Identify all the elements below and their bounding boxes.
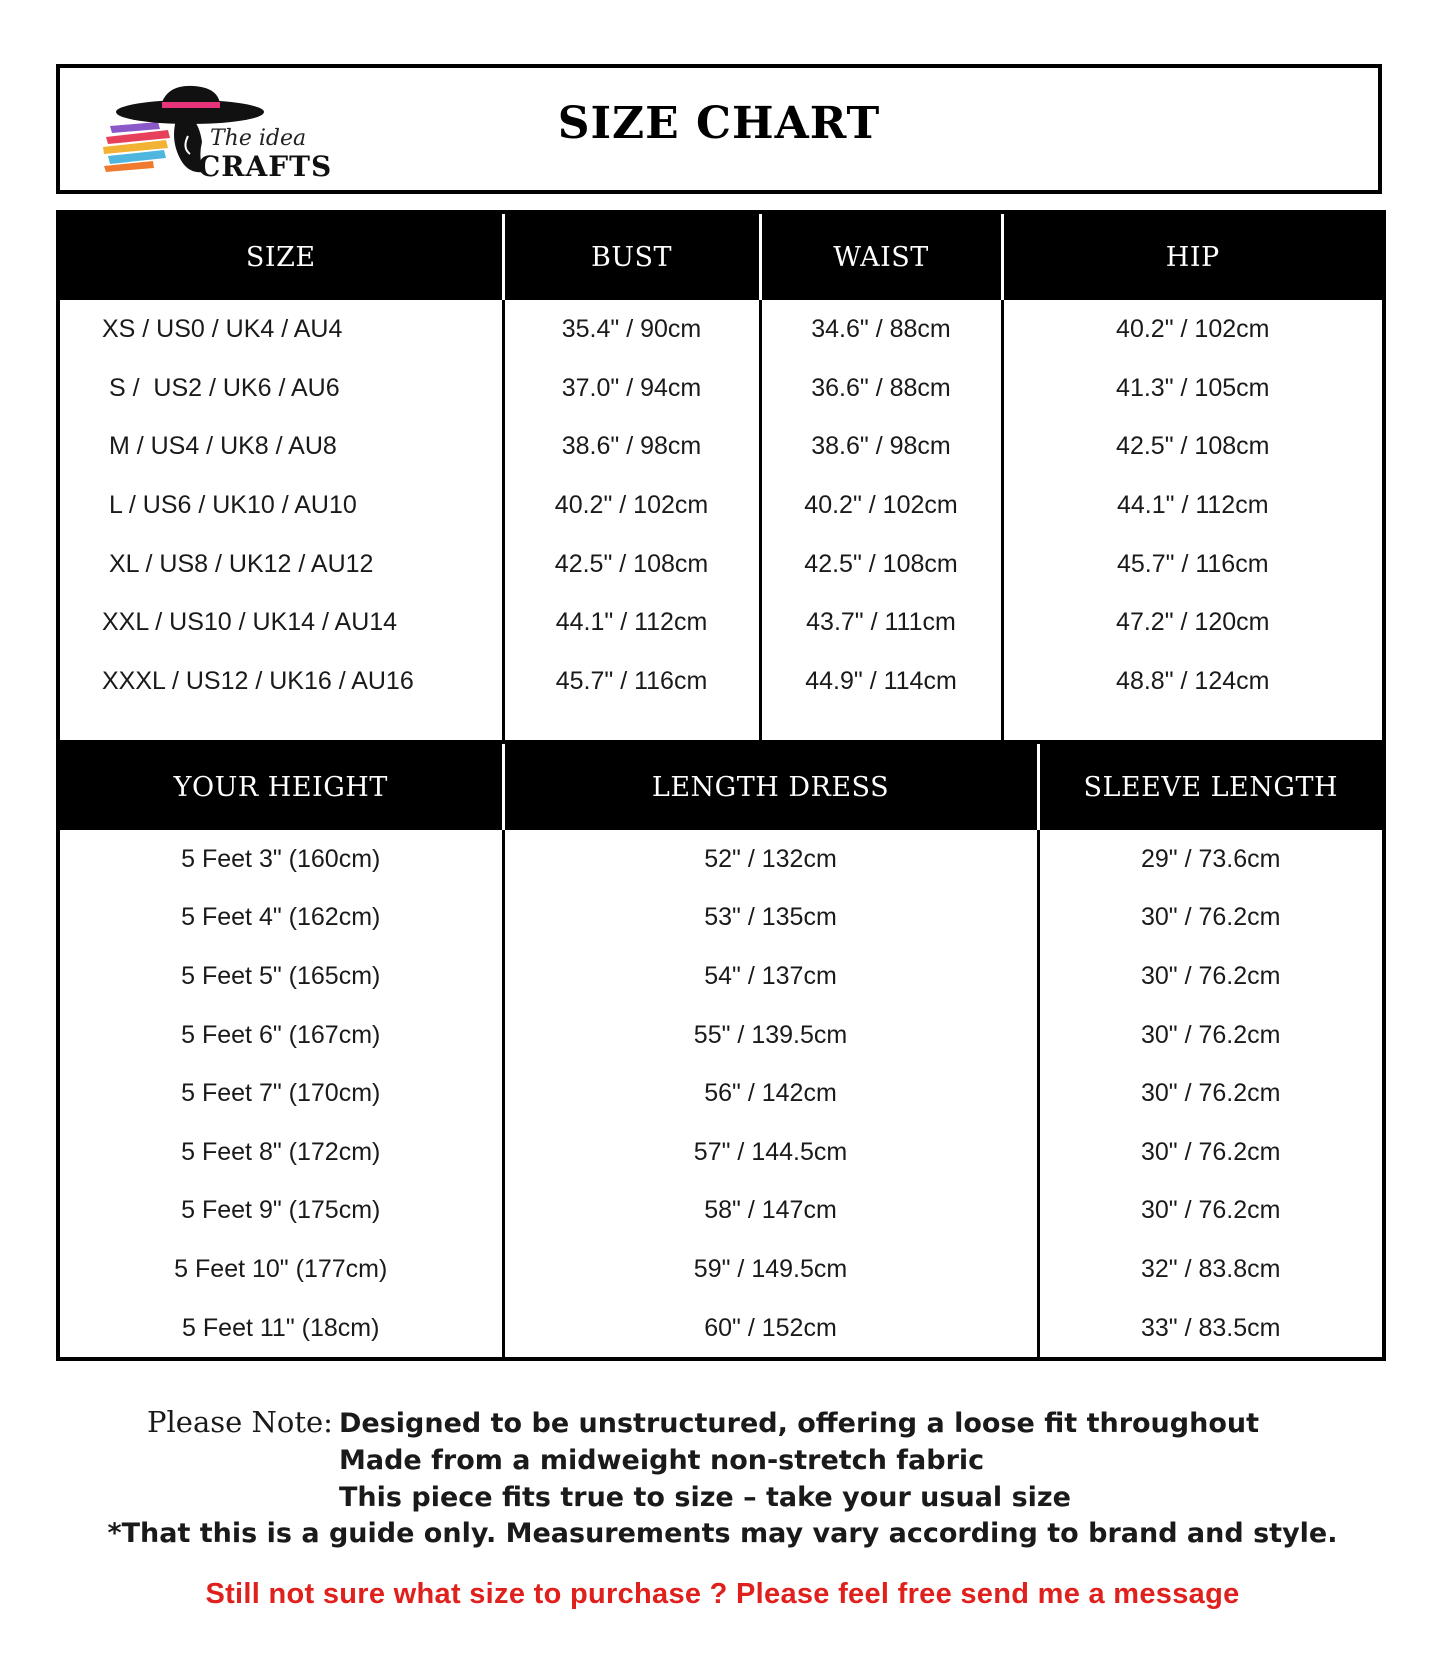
bust-cell: 37.0" / 94cm (503, 359, 760, 418)
height-cell: 5 Feet 9" (175cm) (181, 1196, 381, 1225)
bust-cell: 44.1" / 112cm (503, 593, 760, 652)
size-cell: M / US4 / UK8 / AU8 (102, 432, 337, 461)
size-table (56, 210, 1386, 753)
table-row (58, 947, 1384, 1006)
bust-cell: 45.7" / 116cm (503, 652, 760, 711)
length-cell: 53" / 135cm (503, 889, 1038, 948)
bust-cell: 35.4" / 90cm (503, 300, 760, 359)
size-cell: XXL / US10 / UK14 / AU14 (102, 608, 398, 637)
table-row (58, 476, 1384, 535)
size-cell: S / US2 / UK6 / AU6 (102, 373, 340, 402)
hip-cell: 40.2" / 102cm (1002, 300, 1384, 359)
table-row (58, 417, 1384, 476)
length-cell: 58" / 147cm (503, 1182, 1038, 1241)
hip-cell: 47.2" / 120cm (1002, 593, 1384, 652)
hip-cell: 41.3" / 105cm (1002, 359, 1384, 418)
sleeve-cell: 32" / 83.8cm (1038, 1240, 1384, 1299)
sleeve-cell: 30" / 76.2cm (1038, 1182, 1384, 1241)
bust-cell: 38.6" / 98cm (503, 417, 760, 476)
waist-cell: 38.6" / 98cm (760, 417, 1002, 476)
sleeve-cell: 29" / 73.6cm (1038, 830, 1384, 889)
contact-cta: Still not sure what size to purchase ? Please feel free send me a message (205, 1578, 1240, 1610)
logo-text-line1: The idea (210, 126, 307, 151)
height-cell: 5 Feet 8" (172cm) (181, 1137, 381, 1166)
table-row (58, 1064, 1384, 1123)
waist-cell: 43.7" / 111cm (760, 593, 1002, 652)
col-header-height: YOUR HEIGHT (58, 742, 503, 830)
sleeve-cell: 30" / 76.2cm (1038, 889, 1384, 948)
size-cell: XL / US8 / UK12 / AU12 (102, 549, 374, 578)
height-cell: 5 Feet 7" (170cm) (181, 1079, 381, 1108)
col-header-size: SIZE (58, 212, 503, 300)
sleeve-cell: 33" / 83.5cm (1038, 1299, 1384, 1360)
note-lines (339, 1405, 1259, 1516)
height-cell: 5 Feet 10" (177cm) (174, 1254, 388, 1283)
page-title: SIZE CHART (557, 98, 881, 149)
waist-cell: 34.6" / 88cm (760, 300, 1002, 359)
height-cell: 5 Feet 6" (167cm) (181, 1020, 381, 1049)
hip-cell: 44.1" / 112cm (1002, 476, 1384, 535)
waist-cell: 40.2" / 102cm (760, 476, 1002, 535)
hip-cell: 48.8" / 124cm (1002, 652, 1384, 711)
waist-cell: 42.5" / 108cm (760, 535, 1002, 594)
note-line: Made from a midweight non-stretch fabric (339, 1445, 985, 1476)
height-cell: 5 Feet 3" (160cm) (181, 844, 381, 873)
table-row (58, 593, 1384, 652)
table-row (58, 1240, 1384, 1299)
height-cell: 5 Feet 5" (165cm) (181, 961, 381, 990)
table-row (58, 652, 1384, 711)
height-cell: 5 Feet 11" (18cm) (182, 1313, 380, 1342)
length-table-header (58, 742, 1384, 830)
sleeve-cell: 30" / 76.2cm (1038, 1064, 1384, 1123)
bust-cell: 42.5" / 108cm (503, 535, 760, 594)
height-cell: 5 Feet 4" (162cm) (181, 903, 381, 932)
length-cell: 52" / 132cm (503, 830, 1038, 889)
bust-cell: 40.2" / 102cm (503, 476, 760, 535)
table-row (58, 889, 1384, 948)
table-row (58, 1006, 1384, 1065)
table-row (58, 300, 1384, 359)
note-line: This piece fits true to size – take your usual size (339, 1482, 1071, 1513)
table-row (58, 1123, 1384, 1182)
waist-cell: 44.9" / 114cm (760, 652, 1002, 711)
size-table-header (58, 212, 1384, 300)
size-cell: XS / US0 / UK4 / AU4 (102, 314, 343, 343)
sleeve-cell: 30" / 76.2cm (1038, 947, 1384, 1006)
hip-cell: 42.5" / 108cm (1002, 417, 1384, 476)
col-header-hip: HIP (1002, 212, 1384, 300)
col-header-length-dress: LENGTH DRESS (503, 742, 1038, 830)
length-table (56, 740, 1386, 1361)
header-box (56, 64, 1382, 194)
length-cell: 56" / 142cm (503, 1064, 1038, 1123)
table-row (58, 830, 1384, 889)
col-header-waist: WAIST (760, 212, 1002, 300)
length-cell: 54" / 137cm (503, 947, 1038, 1006)
col-header-bust: BUST (503, 212, 760, 300)
length-cell: 55" / 139.5cm (503, 1006, 1038, 1065)
table-row (58, 1299, 1384, 1360)
logo-text-line2: CRAFTS (198, 150, 333, 183)
size-cell: XXXL / US12 / UK16 / AU16 (102, 666, 414, 695)
size-cell: L / US6 / UK10 / AU10 (102, 490, 357, 519)
length-cell: 60" / 152cm (503, 1299, 1038, 1360)
length-cell: 59" / 149.5cm (503, 1240, 1038, 1299)
sleeve-cell: 30" / 76.2cm (1038, 1123, 1384, 1182)
note-label: Please Note: (147, 1405, 333, 1439)
length-cell: 57" / 144.5cm (503, 1123, 1038, 1182)
guide-disclaimer: *That this is a guide only. Measurements may vary according to brand and style. (107, 1518, 1338, 1549)
note-line: Designed to be unstructured, offering a loose fit throughout (339, 1408, 1260, 1439)
table-row (58, 535, 1384, 594)
sleeve-cell: 30" / 76.2cm (1038, 1006, 1384, 1065)
waist-cell: 36.6" / 88cm (760, 359, 1002, 418)
col-header-sleeve-length: SLEEVE LENGTH (1038, 742, 1384, 830)
hip-cell: 45.7" / 116cm (1002, 535, 1384, 594)
table-row (58, 1182, 1384, 1241)
table-row (58, 359, 1384, 418)
